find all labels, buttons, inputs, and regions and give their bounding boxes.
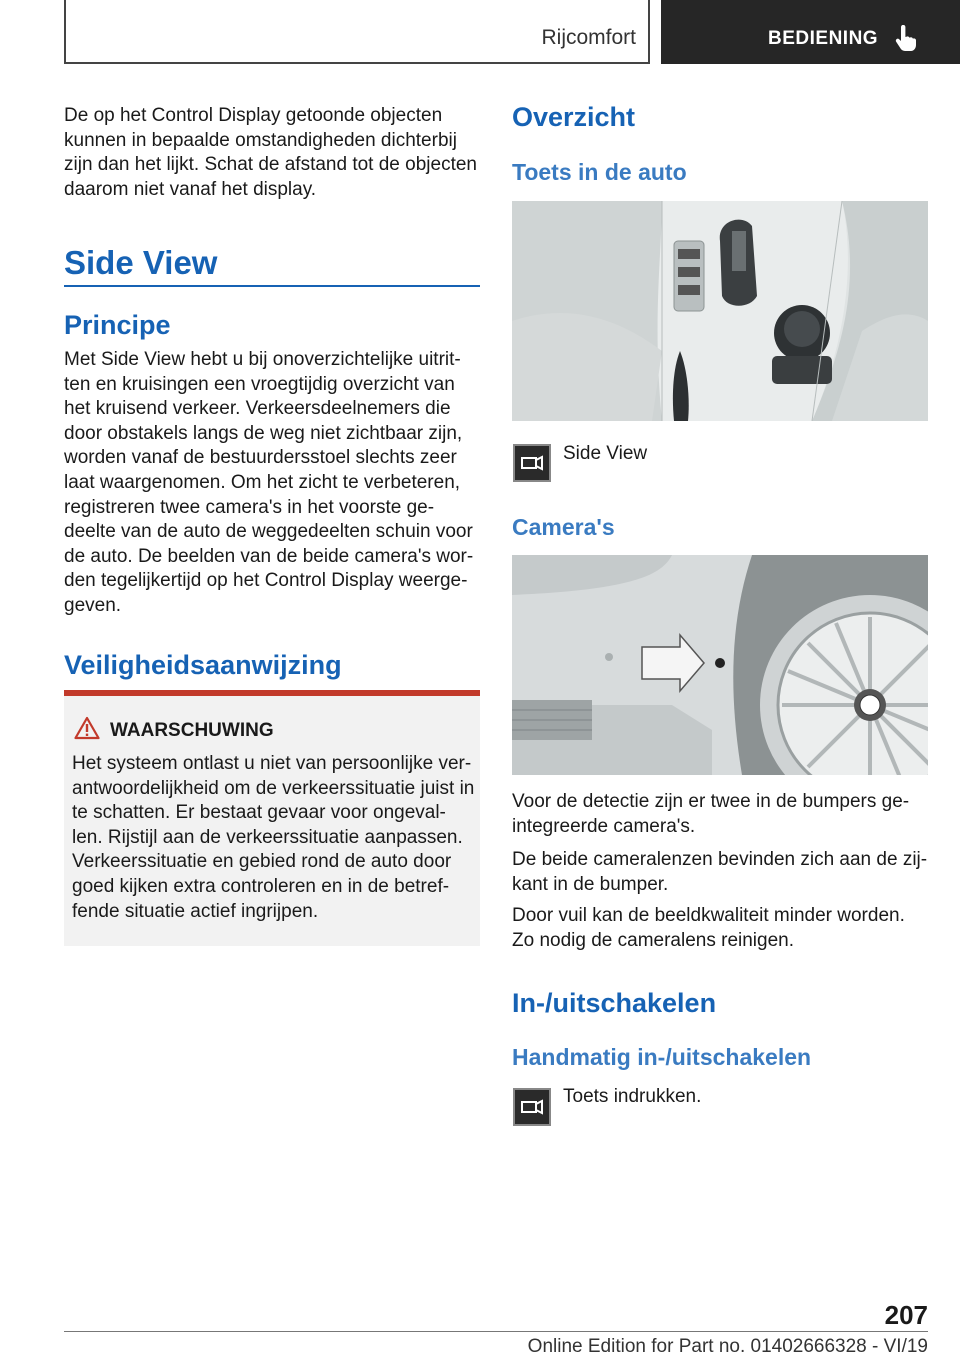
header-line-bottom bbox=[64, 62, 650, 64]
manual-heading: Handmatig in-/uitschakelen bbox=[512, 1044, 812, 1070]
page-number: 207 bbox=[884, 1300, 928, 1330]
toggle-button-icon bbox=[513, 1088, 551, 1126]
pointing-hand-icon bbox=[893, 25, 919, 53]
cameras-paragraph-1: Voor de detectie zijn er twee in de bumpers ge- integreerde camera's. bbox=[512, 791, 910, 837]
warning-triangle-icon bbox=[74, 716, 100, 740]
title-rule bbox=[64, 285, 480, 287]
header-tab-label: BEDIENING bbox=[768, 28, 879, 49]
principe-paragraph: Met Side View hebt u bij onoverzichtelijke uitrit- ten en kruisingen een vroegtijdig overzicht van het kruisend verkeer. Verkeersdeelnemers die door obstakels langs de weg niet zichtbaar zijn, worden vanaf de bestuurdersstoel slechts zeer laat waargenomen. Om het zicht te verbeteren, registreren twee camera's in het voorste ge- deelte van de auto de weggedeelten schuin voor de auto. De beelden van de beide camera's wor- den tegelijkertijd op het Control Display weerge- geven. bbox=[64, 349, 474, 616]
side-view-button-label: Side View bbox=[563, 443, 648, 464]
page-title: Side View bbox=[64, 244, 218, 281]
button-heading: Toets in de auto bbox=[512, 159, 687, 185]
header-line-left bbox=[64, 0, 66, 64]
header-line-right bbox=[648, 0, 650, 64]
footer-rule bbox=[64, 1331, 928, 1332]
header-section-label: Rijcomfort bbox=[541, 26, 636, 49]
footer-edition: Online Edition for Part no. 01402666328 - VI/19 bbox=[527, 1336, 928, 1357]
warning-title: WAARSCHUWING bbox=[110, 720, 274, 741]
cameras-paragraph-2: De beide cameralenzen bevinden zich aan de zij- kant in de bumper. bbox=[512, 849, 928, 895]
camera-side-icon bbox=[515, 446, 549, 480]
warning-paragraph: Het systeem ontlast u niet van persoonlijke ver- antwoordelijkheid om de verkeerssituatie juist in te schatten. Er bestaat gevaar voor ongeval- len. Rijstijl aan de verkeerssituatie aanpassen. Verkeerssituatie en gebied rond de auto door goed kijken extra controleren en in de betref- fende situatie actief ingrijpen. bbox=[72, 753, 475, 922]
principe-heading: Principe bbox=[64, 310, 171, 340]
side-view-button-icon bbox=[513, 444, 551, 482]
intro-paragraph: De op het Control Display getoonde objecten kunnen in bepaalde omstandigheden dichterbij zijn dan het lijkt. Schat de afstand tot de objecten daarom niet vanaf het display. bbox=[64, 105, 477, 200]
cameras-heading: Camera's bbox=[512, 514, 615, 540]
center-console-photo bbox=[512, 201, 928, 421]
camera-side-icon bbox=[515, 1090, 549, 1124]
cameras-paragraph-3: Door vuil kan de beeldkwaliteit minder worden. Zo nodig de cameralens reinigen. bbox=[512, 905, 905, 951]
overview-heading: Overzicht bbox=[512, 102, 636, 132]
bumper-camera-photo bbox=[512, 555, 928, 775]
onoff-heading: In-/uitschakelen bbox=[512, 988, 717, 1018]
safety-heading: Veiligheidsaanwijzing bbox=[64, 650, 342, 680]
manual-instruction: Toets indrukken. bbox=[563, 1086, 702, 1107]
